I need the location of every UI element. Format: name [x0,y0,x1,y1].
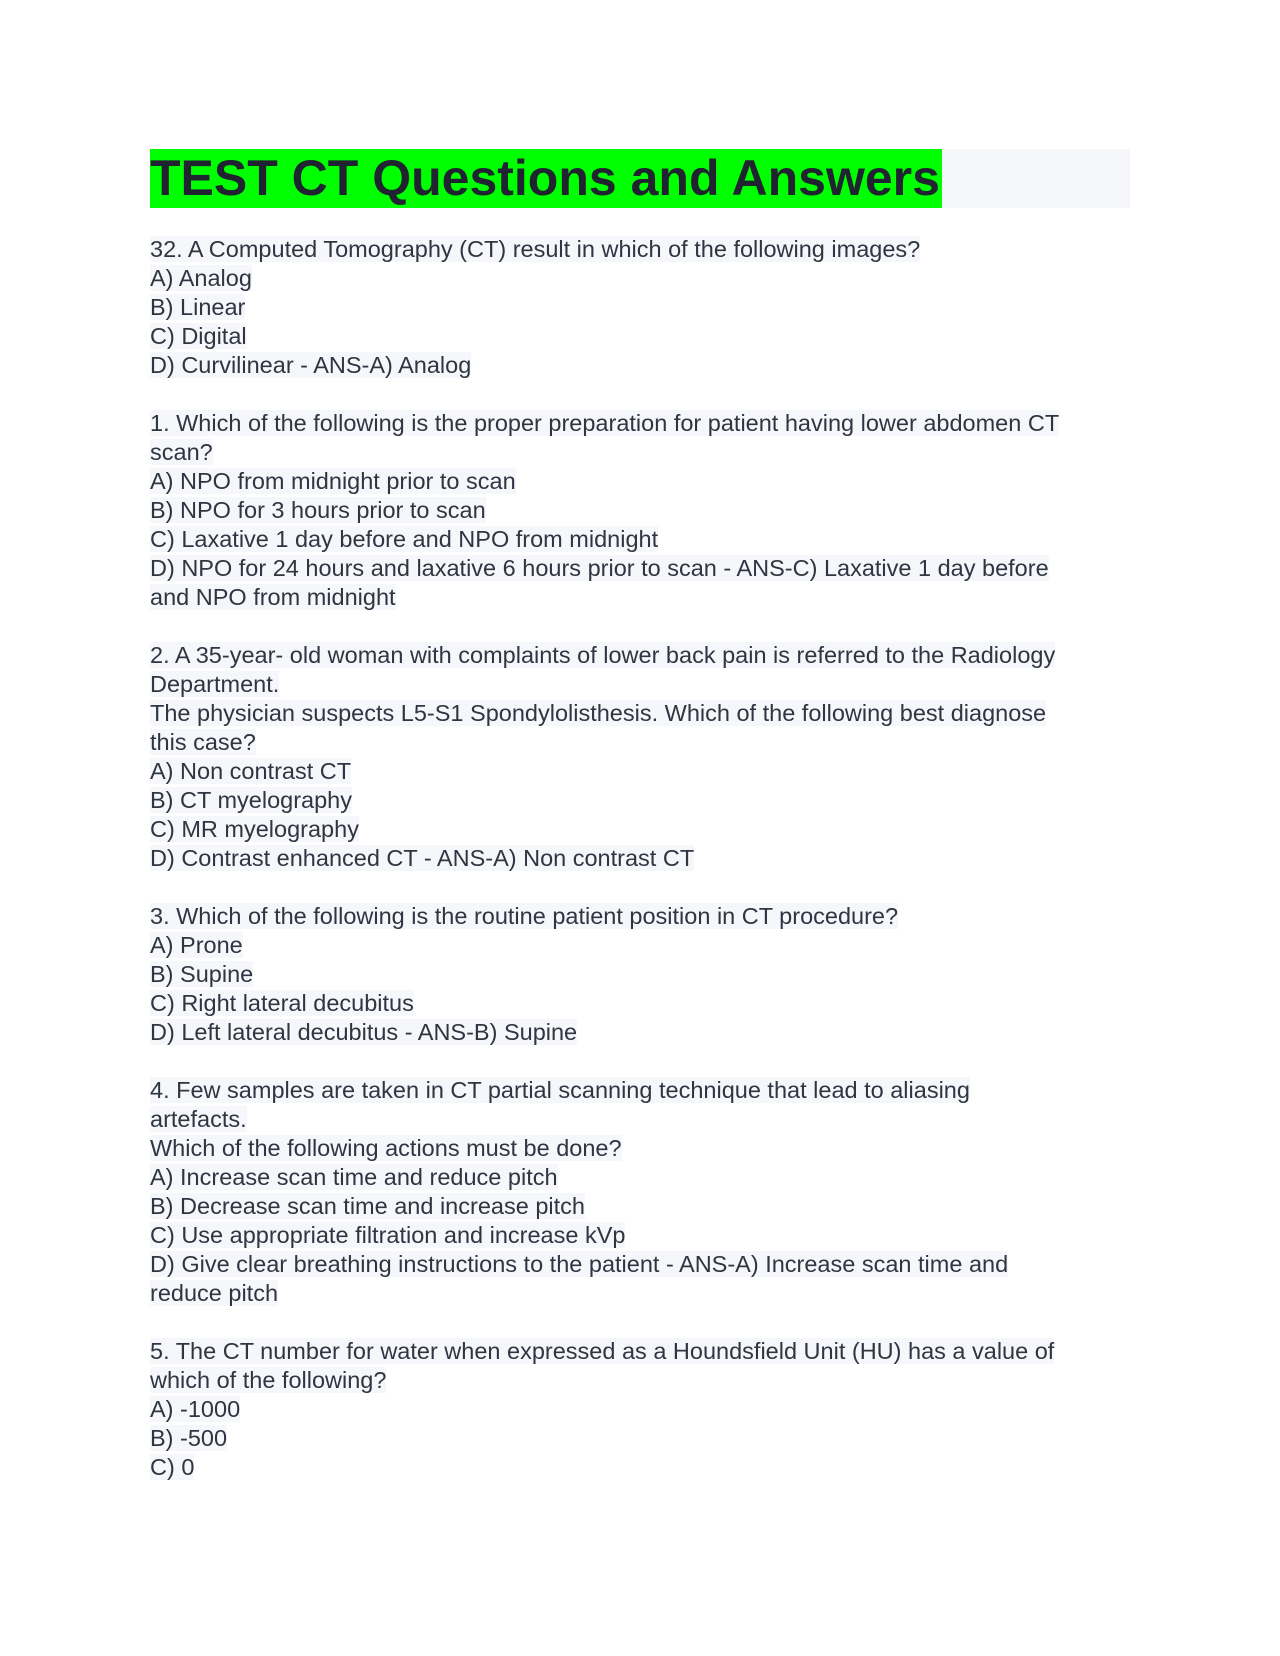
text-line-content: C) Right lateral decubitus [150,990,414,1016]
text-line [150,728,1130,757]
text-line [150,989,1130,1018]
text-line-content: D) Curvilinear - ANS-A) Analog [150,352,472,378]
text-line-content: A) NPO from midnight prior to scan [150,468,516,494]
document-page [150,149,1130,1511]
text-line [150,1192,1130,1221]
text-line [150,786,1130,815]
text-line-content: D) Contrast enhanced CT - ANS-A) Non contrast CT [150,845,695,871]
text-line-content: C) 0 [150,1454,195,1480]
text-line [150,438,1130,467]
text-line-content: 3. Which of the following is the routine patient position in CT procedure? [150,903,899,929]
text-line [150,844,1130,873]
text-line-content: B) Decrease scan time and increase pitch [150,1193,585,1219]
text-line [150,1453,1130,1482]
text-line [150,1134,1130,1163]
text-line-content: B) CT myelography [150,787,352,813]
text-line-content: C) MR myelography [150,816,359,842]
text-line [150,496,1130,525]
text-line [150,641,1130,670]
text-line [150,322,1130,351]
text-line-content: 4. Few samples are taken in CT partial scanning technique that lead to aliasing [150,1077,970,1103]
text-line [150,670,1130,699]
text-line [150,902,1130,931]
text-line [150,757,1130,786]
text-line [150,1424,1130,1453]
question-block [150,409,1130,612]
text-line [150,293,1130,322]
text-line-content: reduce pitch [150,1280,279,1306]
text-line-content: A) Increase scan time and reduce pitch [150,1164,558,1190]
text-line [150,1366,1130,1395]
text-line-content: The physician suspects L5-S1 Spondylolisthesis. Which of the following best diagnose [150,700,1047,726]
questions-list [150,235,1130,1482]
text-line-content: this case? [150,729,256,755]
text-line [150,467,1130,496]
text-line [150,409,1130,438]
text-line [150,1250,1130,1279]
text-line-content: scan? [150,439,213,465]
text-line-content: 1. Which of the following is the proper preparation for patient having lower abdomen CT [150,410,1060,436]
text-line-content: which of the following? [150,1367,387,1393]
text-line-content: D) Give clear breathing instructions to the patient - ANS-A) Increase scan time and [150,1251,1009,1277]
text-line-content: A) Analog [150,265,252,291]
text-line [150,264,1130,293]
text-line [150,1279,1130,1308]
text-line-content: 2. A 35-year- old woman with complaints of lower back pain is referred to the Radiology [150,642,1056,668]
text-line [150,699,1130,728]
text-line-content: artefacts. [150,1106,247,1132]
text-line [150,931,1130,960]
text-line [150,1076,1130,1105]
question-block [150,641,1130,873]
text-line-content: D) NPO for 24 hours and laxative 6 hours prior to scan - ANS-C) Laxative 1 day before [150,555,1049,581]
text-line-content: B) Supine [150,961,254,987]
text-line-content: B) NPO for 3 hours prior to scan [150,497,486,523]
text-line [150,1105,1130,1134]
text-line [150,1018,1130,1047]
text-line-content: B) -500 [150,1425,228,1451]
text-line-content: 5. The CT number for water when expressed as a Houndsfield Unit (HU) has a value of [150,1338,1055,1364]
text-line [150,1395,1130,1424]
text-line-content: D) Left lateral decubitus - ANS-B) Supine [150,1019,578,1045]
text-line-content: B) Linear [150,294,246,320]
question-block [150,235,1130,380]
text-line-content: C) Laxative 1 day before and NPO from midnight [150,526,659,552]
text-line [150,235,1130,264]
text-line [150,1221,1130,1250]
text-line-content: Department. [150,671,280,697]
title-bar [150,149,1130,208]
question-block [150,1337,1130,1482]
text-line [150,351,1130,380]
text-line-content: A) -1000 [150,1396,241,1422]
question-block [150,902,1130,1047]
text-line [150,1163,1130,1192]
text-line [150,525,1130,554]
text-line [150,554,1130,583]
text-line-content: Which of the following actions must be done? [150,1135,622,1161]
text-line [150,960,1130,989]
text-line-content: A) Non contrast CT [150,758,352,784]
text-line [150,815,1130,844]
text-line-content: C) Use appropriate filtration and increase kVp [150,1222,626,1248]
text-line [150,1337,1130,1366]
text-line [150,583,1130,612]
question-block [150,1076,1130,1308]
text-line-content: A) Prone [150,932,243,958]
text-line-content: C) Digital [150,323,247,349]
document-title: TEST CT Questions and Answers [150,150,940,206]
text-line-content: 32. A Computed Tomography (CT) result in which of the following images? [150,236,921,262]
text-line-content: and NPO from midnight [150,584,396,610]
